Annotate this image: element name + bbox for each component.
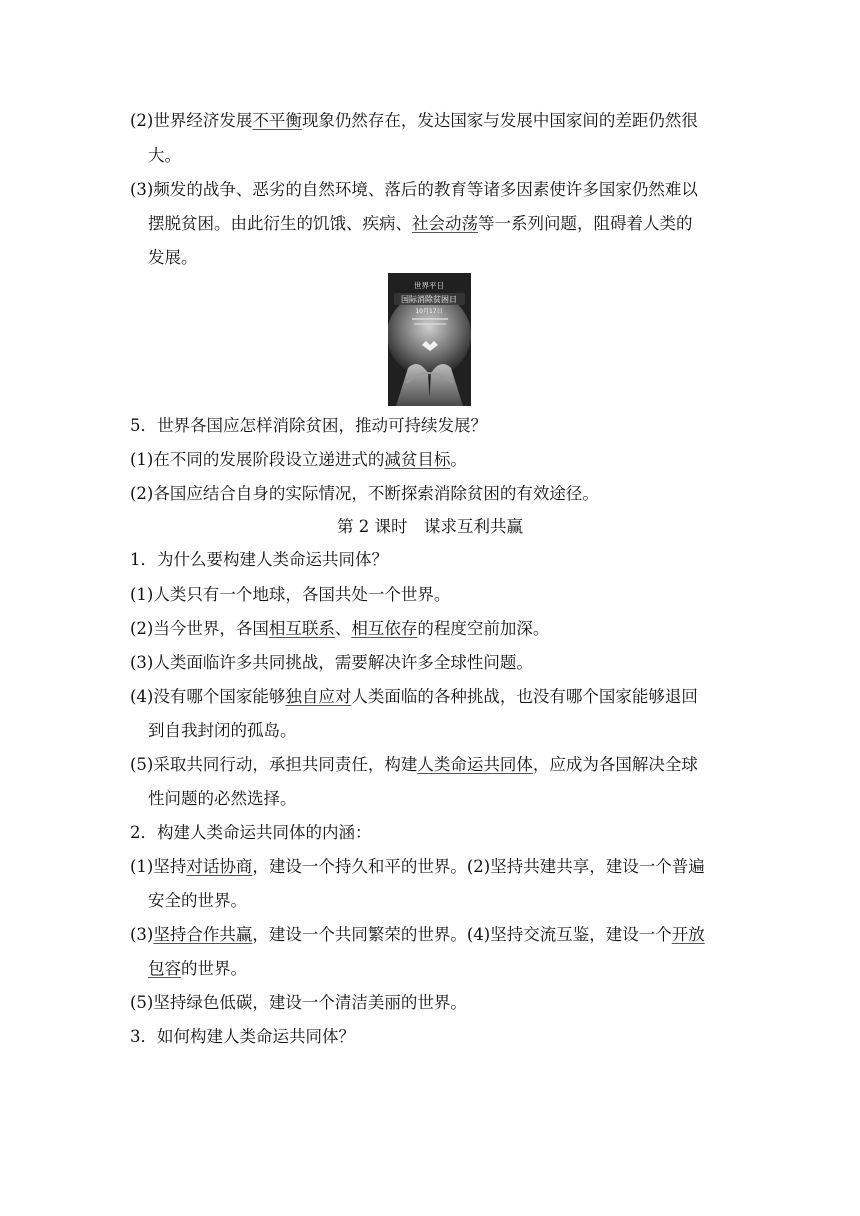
- paragraph-line: (3)频发的战争、恶劣的自然环境、落后的教育等诸多因素使许多国家仍然难以: [130, 180, 698, 199]
- paragraph-line: 安全的世界。: [148, 891, 247, 910]
- paragraph-line: (4)没有哪个国家能够独自应对人类面临的各种挑战，也没有哪个国家能够退回: [130, 687, 698, 706]
- underlined-keyword: 相互依存: [351, 619, 418, 638]
- paragraph-line: 摆脱贫困。由此衍生的饥饿、疾病、社会动荡等一系列问题，阻碍着人类的: [148, 214, 693, 233]
- question-line: 1．为什么要构建人类命运共同体？: [130, 550, 388, 569]
- paragraph-line: 到自我封闭的孤岛。: [148, 721, 297, 740]
- paragraph-line: 性问题的必然选择。: [148, 789, 297, 808]
- question-line: 5．世界各国应怎样消除贫困，推动可持续发展？: [130, 416, 487, 435]
- poster-image: [388, 273, 471, 406]
- paragraph-line: (3)人类面临许多共同挑战，需要解决许多全球性问题。: [130, 653, 533, 672]
- paragraph-line: (2)各国应结合自身的实际情况，不断探索消除贫困的有效途径。: [130, 484, 599, 503]
- underlined-keyword: 坚持合作共赢: [153, 925, 253, 944]
- underlined-keyword: 相互联系: [268, 619, 335, 638]
- underlined-keyword: 对话协商: [186, 857, 253, 876]
- poster-heading-top: 世界平日: [414, 281, 444, 290]
- underlined-keyword: 减贫目标: [384, 450, 451, 469]
- underlined-keyword: 人类命运共同体: [417, 755, 533, 774]
- underlined-keyword: 包容: [148, 959, 181, 978]
- paragraph-line: (2)世界经济发展不平衡现象仍然存在，发达国家与发展中国家间的差距仍然很: [130, 111, 698, 130]
- paragraph-line: (5)采取共同行动，承担共同责任，构建人类命运共同体，应成为各国解决全球: [130, 755, 698, 774]
- poster-date: 10月17日: [415, 308, 443, 315]
- question-line: 2．构建人类命运共同体的内涵：: [130, 823, 372, 842]
- paragraph-line: (1)人类只有一个地球，各国共处一个世界。: [130, 585, 451, 604]
- underlined-keyword: 开放: [671, 925, 705, 944]
- paragraph-line: (1)坚持对话协商，建设一个持久和平的世界。(2)坚持共建共享，建设一个普遍: [130, 857, 705, 876]
- underlined-keyword: 独自应对: [285, 687, 352, 706]
- paragraph-line: (5)坚持绿色低碳，建设一个清洁美丽的世界。: [130, 993, 467, 1012]
- globe-hands-illustration: [388, 273, 471, 406]
- paragraph-line: (3)坚持合作共赢，建设一个共同繁荣的世界。(4)坚持交流互鉴，建设一个开放: [130, 925, 705, 944]
- underlined-keyword: 不平衡: [252, 111, 302, 130]
- paragraph-line: 包容的世界。: [148, 959, 247, 978]
- paragraph-line: 大。: [148, 146, 181, 165]
- paragraph-line: 发展。: [148, 248, 198, 267]
- poster-heading: 国际消除贫困日: [401, 295, 457, 304]
- section-title: 第 2 课时 谋求互利共赢: [337, 517, 523, 536]
- underlined-keyword: 社会动荡: [412, 214, 478, 233]
- question-line: 3．如何构建人类命运共同体？: [130, 1027, 355, 1046]
- paragraph-line: (1)在不同的发展阶段设立递进式的减贫目标。: [130, 450, 467, 469]
- paragraph-line: (2)当今世界，各国相互联系、相互依存的程度空前加深。: [130, 619, 550, 638]
